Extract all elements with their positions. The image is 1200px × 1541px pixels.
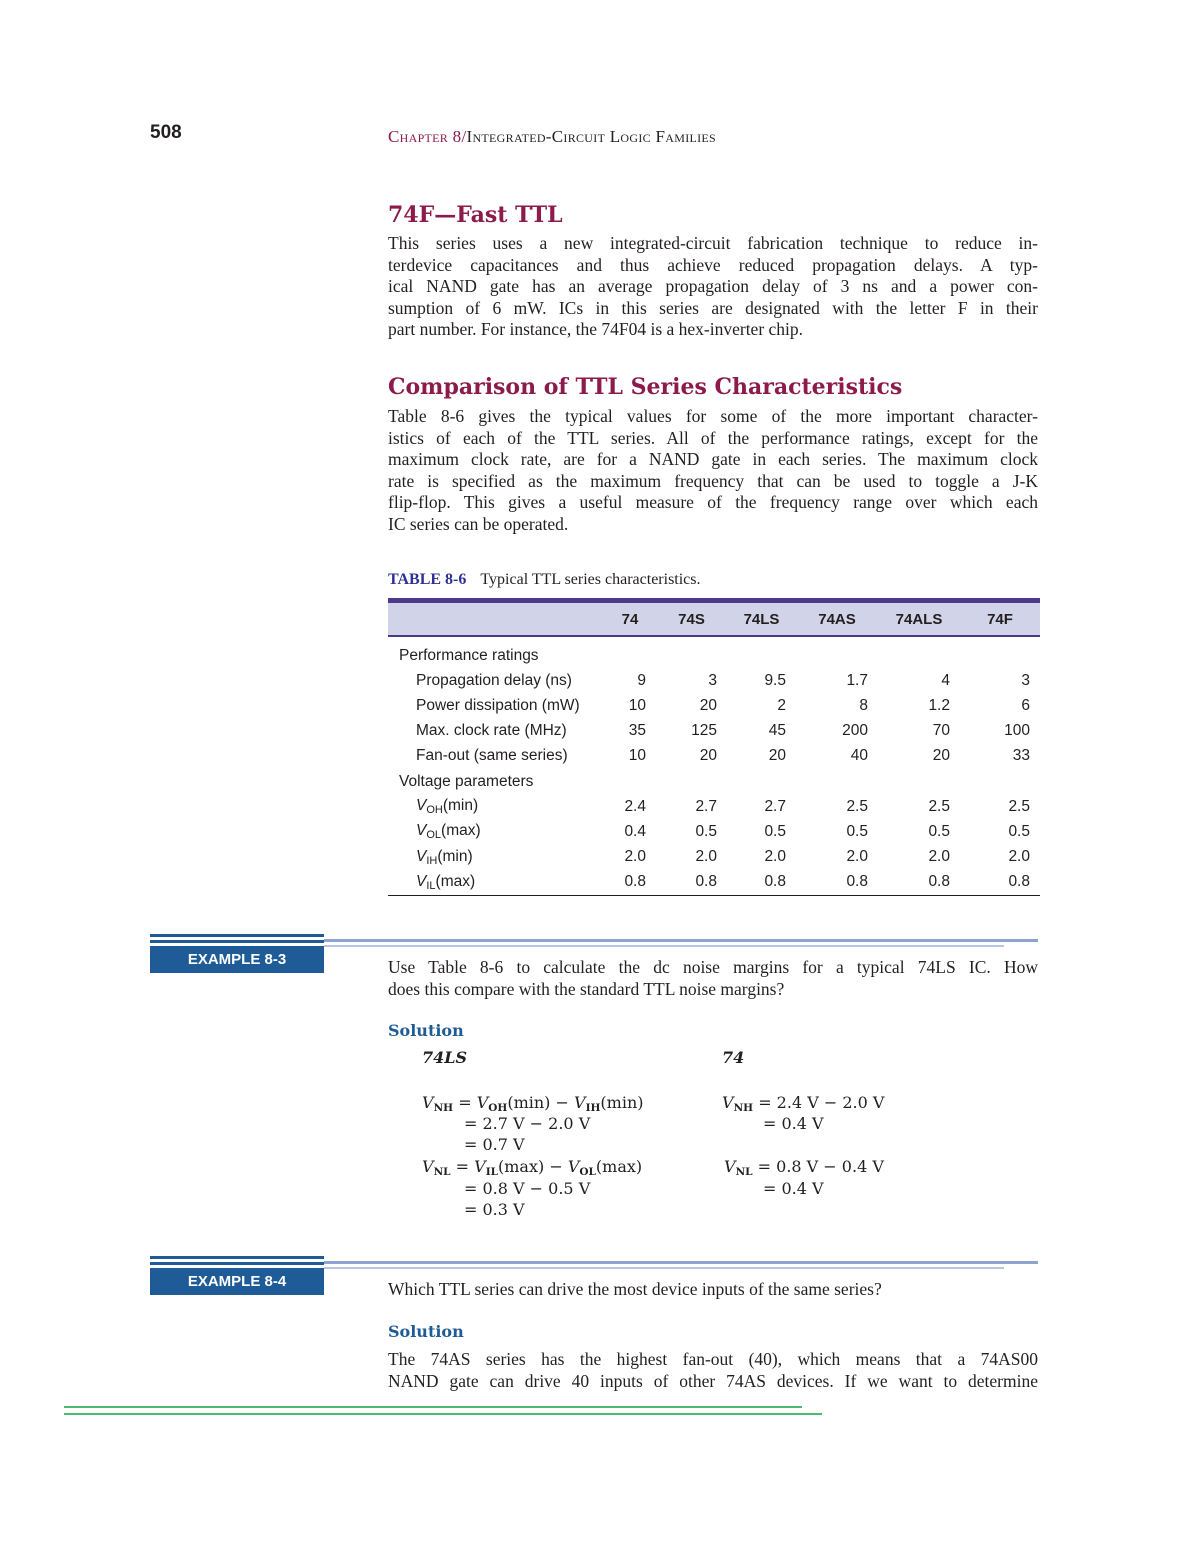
symbol-subscript: OH: [426, 804, 443, 817]
math-subscript: NH: [433, 1102, 454, 1114]
example-8-3-question: [388, 957, 1038, 1000]
table-cell: 125: [691, 722, 717, 740]
table-cell: 3: [708, 671, 717, 689]
table-cell: 0.5: [695, 822, 717, 840]
math-symbol: V: [474, 1157, 486, 1176]
table-cell: 45: [768, 722, 786, 740]
table-cell: 2.5: [1008, 797, 1030, 815]
paragraph-line: sumption of 6 mW. ICs in this series are designated with the letter F in their: [388, 297, 1038, 318]
symbol-tail: (min): [437, 847, 473, 865]
row-label: [388, 870, 604, 896]
math-equals: =: [458, 1093, 472, 1112]
paragraph-line: rate is specified as the maximum frequency that can be used to toggle a J-K: [388, 470, 1038, 491]
math-subscript: OH: [488, 1102, 508, 1114]
math-symbol: V: [567, 1157, 580, 1176]
math-text: (max): [595, 1157, 643, 1176]
table-cell: 0.5: [846, 822, 868, 840]
equation-line: = 0.4 V: [763, 1114, 824, 1133]
column-header: 74LS: [727, 601, 796, 637]
paragraph-line: NAND gate can drive 40 inputs of other 74AS devices. If we want to determine: [388, 1370, 1038, 1391]
math-symbol: V: [422, 1157, 434, 1176]
symbol-v: V: [416, 847, 427, 865]
math-subscript: NL: [433, 1166, 451, 1178]
column-header: 74AS: [796, 601, 878, 637]
math-symbol: V: [574, 1093, 586, 1112]
math-minus: −: [549, 1157, 563, 1176]
paragraph-line: Table 8-6 gives the typical values for some of the more important character-: [388, 406, 1038, 426]
table-row: [388, 693, 1040, 718]
math-text: = 2.4 V − 2.0 V: [758, 1093, 885, 1112]
symbol-v: V: [416, 872, 427, 890]
table-cell: 0.4: [624, 822, 646, 840]
paragraph-line: part number. For instance, the 74F04 is a hex-inverter chip.: [388, 319, 804, 340]
row-label: [388, 794, 604, 819]
column-header-empty: [388, 601, 604, 637]
table-cell: 2.0: [624, 848, 646, 866]
row-label: Propagation delay (ns): [416, 671, 572, 689]
table-cell: 2.5: [846, 797, 868, 815]
table-caption: [388, 571, 701, 589]
section-label: Performance ratings: [399, 646, 539, 664]
table-cell: 8: [859, 696, 868, 714]
footer-rule: [64, 1413, 822, 1415]
table-cell: 0.8: [960, 870, 1040, 896]
table-cell: 70: [932, 722, 950, 740]
table-label: TABLE 8-6: [388, 571, 467, 588]
paragraph-74f: [388, 233, 1038, 341]
math-text: (max): [498, 1157, 545, 1176]
symbol-subscript: IL: [426, 879, 436, 892]
column-header: 74: [604, 601, 656, 637]
paragraph-line: This series uses a new integrated-circuit fabrication technique to reduce in-: [388, 233, 1038, 253]
symbol-v: V: [416, 822, 427, 840]
math-text: = 0.8 V − 0.4 V: [757, 1157, 884, 1176]
math-subscript: NL: [735, 1166, 753, 1178]
paragraph-line: maximum clock rate, are for a NAND gate in each series. The maximum clock: [388, 449, 1038, 470]
example-label-8-4: EXAMPLE 8-4: [150, 1268, 324, 1295]
paragraph-line: Which TTL series can drive the most device inputs of the same series?: [388, 1279, 882, 1299]
example-rule: [324, 945, 1004, 947]
table-cell: 0.8: [656, 870, 727, 896]
table-cell: 0.8: [796, 870, 878, 896]
paragraph-line: istics of each of the TTL series. All of the performance ratings, except for the: [388, 427, 1038, 448]
math-subscript: IH: [585, 1102, 601, 1114]
math-subscript: IL: [485, 1166, 498, 1178]
table-section-row: [388, 636, 1040, 668]
example-band: [150, 940, 324, 943]
table-cell: 100: [1004, 722, 1030, 740]
table-cell: 2.5: [928, 797, 950, 815]
equation-line: = 2.7 V − 2.0 V: [464, 1114, 591, 1133]
symbol-subscript: IH: [426, 854, 438, 867]
paragraph-line: flip-flop. This gives a useful measure of the frequency range over which each: [388, 492, 1038, 513]
running-head-chapter: Chapter 8/: [388, 127, 467, 146]
example-rule: [324, 1267, 1004, 1269]
page-number: 508: [150, 122, 182, 143]
table-cell: 3: [1021, 671, 1030, 689]
table-header-row: [388, 601, 1040, 637]
paragraph-line: terdevice capacitances and thus achieve reduced propagation delays. A typ-: [388, 254, 1038, 275]
paragraph-line: ical NAND gate has an average propagation delay of 3 ns and a power con-: [388, 276, 1038, 297]
heading-comparison: Comparison of TTL Series Characteristics: [388, 374, 903, 400]
table-cell: 2.0: [1008, 848, 1030, 866]
example-band: [150, 1262, 324, 1265]
table-cell: 2.0: [846, 848, 868, 866]
example-band: [150, 934, 324, 937]
solution-heading: Solution: [388, 1021, 464, 1040]
row-label: Fan-out (same series): [416, 747, 568, 765]
math-symbol: V: [724, 1157, 736, 1176]
table-cell: 200: [842, 722, 868, 740]
table-cell: 33: [1012, 747, 1030, 765]
equation-vnh-74: [722, 1093, 884, 1114]
math-subscript: NH: [733, 1102, 754, 1114]
equation-line: = 0.4 V: [763, 1179, 824, 1198]
table-cell: 1.7: [846, 671, 868, 689]
paragraph-line: does this compare with the standard TTL noise margins?: [388, 978, 785, 999]
table-cell: 2.4: [624, 797, 646, 815]
example-band: [150, 1256, 324, 1259]
equation-line: = 0.7 V: [464, 1135, 525, 1154]
column-heading-74ls: 74LS: [422, 1048, 468, 1067]
row-label: Max. clock rate (MHz): [416, 722, 567, 740]
table-cell: 0.5: [1008, 822, 1030, 840]
table-cell: 20: [768, 747, 786, 765]
table-cell: 0.8: [727, 870, 796, 896]
table-cell: 2.0: [928, 848, 950, 866]
row-label: [388, 845, 604, 870]
footer-rule: [64, 1406, 802, 1408]
symbol-tail: (min): [442, 797, 479, 815]
table-cell: 6: [1021, 696, 1030, 714]
math-symbol: V: [722, 1093, 734, 1112]
table-section-row: [388, 769, 1040, 794]
ttl-characteristics-table: [388, 598, 1040, 896]
row-label: [388, 819, 604, 844]
equation-vnl-74ls: [422, 1157, 642, 1178]
row-label: Power dissipation (mW): [416, 696, 580, 714]
table-cell: 0.5: [764, 822, 786, 840]
paragraph-line: Use Table 8-6 to calculate the dc noise margins for a typical 74LS IC. How: [388, 957, 1038, 977]
table-cell: 0.8: [878, 870, 960, 896]
math-text: (min): [600, 1093, 644, 1112]
table-cell: 20: [699, 747, 717, 765]
table-row: [388, 870, 1040, 896]
example-8-4-answer: [388, 1349, 1038, 1392]
solution-heading: Solution: [388, 1322, 464, 1341]
symbol-v: V: [416, 797, 427, 815]
equation-line: = 0.3 V: [464, 1200, 525, 1219]
table-row: [388, 819, 1040, 844]
table-cell: 2.0: [695, 848, 717, 866]
math-minus: −: [555, 1093, 569, 1112]
paragraph-comparison: [388, 406, 1038, 536]
symbol-tail: (max): [441, 822, 481, 840]
equation-vnh-74ls: [422, 1093, 643, 1114]
section-label: Voltage parameters: [399, 772, 534, 790]
table-cell: 10: [628, 696, 646, 714]
table-row: [388, 794, 1040, 819]
example-rule: [324, 1261, 1038, 1264]
heading-74f: 74F—Fast TTL: [388, 202, 563, 228]
example-rule: [324, 939, 1038, 942]
table-cell: 9: [637, 671, 646, 689]
table-cell: 4: [941, 671, 950, 689]
running-head-title: Integrated-Circuit Logic Families: [466, 127, 717, 146]
symbol-subscript: OL: [426, 829, 442, 842]
math-equals: =: [455, 1157, 470, 1176]
column-header: 74ALS: [878, 601, 960, 637]
column-header: 74S: [656, 601, 727, 637]
table-cell: 0.5: [928, 822, 950, 840]
example-8-4-question: [388, 1279, 1038, 1301]
column-header: 74F: [960, 601, 1040, 637]
running-head: [388, 127, 716, 147]
table-row: [388, 719, 1040, 744]
table-cell: 40: [850, 747, 868, 765]
table-cell: 35: [628, 722, 646, 740]
table-cell: 2.7: [764, 797, 786, 815]
table-row: [388, 668, 1040, 693]
table-cell: 0.8: [604, 870, 656, 896]
table-cell: 20: [699, 696, 717, 714]
math-symbol: V: [476, 1093, 489, 1112]
table-row: [388, 845, 1040, 870]
math-symbol: V: [422, 1093, 434, 1112]
example-label-8-3: EXAMPLE 8-3: [150, 946, 324, 973]
paragraph-line: IC series can be operated.: [388, 513, 569, 534]
paragraph-line: The 74AS series has the highest fan-out (40), which means that a 74AS00: [388, 1349, 1038, 1369]
math-text: (min): [507, 1093, 551, 1112]
symbol-tail: (max): [435, 872, 476, 890]
table-row: [388, 744, 1040, 769]
table-cell: 10: [628, 747, 646, 765]
table-cell: 20: [932, 747, 950, 765]
table-cell: 2: [777, 696, 786, 714]
table-caption-text: Typical TTL series characteristics.: [480, 571, 701, 588]
equation-line: = 0.8 V − 0.5 V: [464, 1179, 591, 1198]
table-cell: 2.7: [695, 797, 717, 815]
math-subscript: OL: [579, 1166, 596, 1178]
table-cell: 9.5: [764, 671, 786, 689]
table-cell: 1.2: [928, 696, 950, 714]
table-cell: 2.0: [764, 848, 786, 866]
equation-vnl-74: [724, 1157, 884, 1178]
column-heading-74: 74: [722, 1048, 745, 1067]
